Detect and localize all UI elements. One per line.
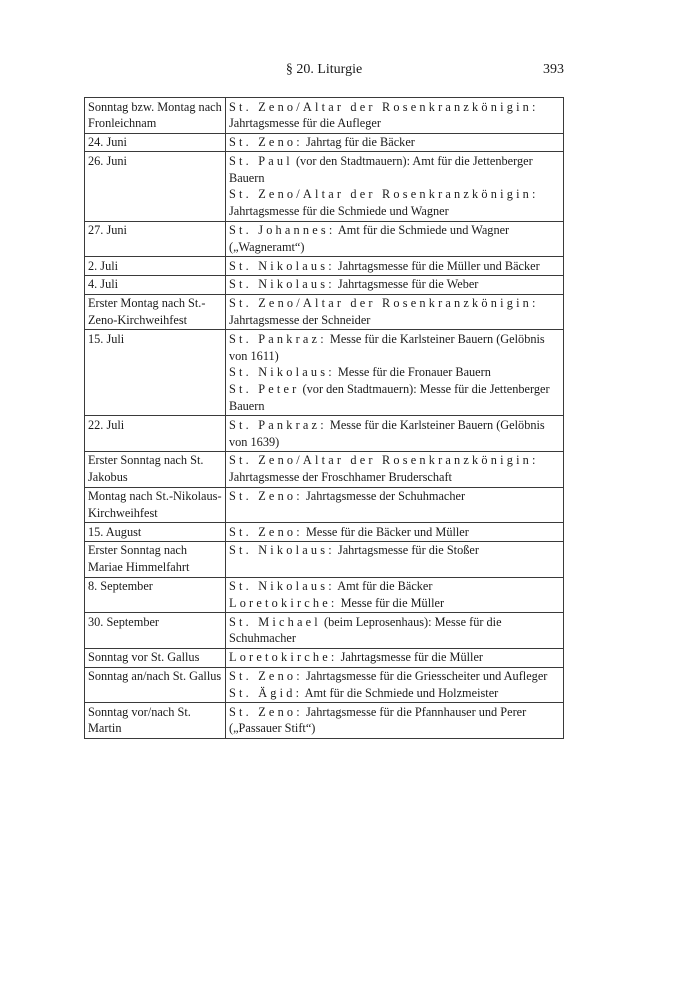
table-row: [85, 98, 564, 134]
entry-text: Jahrtagsmesse der Schneider: [229, 313, 371, 328]
table-row: [85, 523, 564, 542]
entry-line: [229, 595, 560, 612]
entry-line: [229, 524, 560, 541]
table-row: [85, 257, 564, 276]
entry-line: [229, 614, 560, 648]
entry-line: [229, 258, 560, 275]
entry-cell: [226, 667, 564, 703]
table-row: [85, 133, 564, 152]
table-row: [85, 275, 564, 294]
table-row: [85, 703, 564, 739]
entry-text: Jahrtagsmesse für die Griesscheiter und Aufleger: [302, 669, 548, 683]
date-cell: Sonntag bzw. Montag nach Fronleichnam: [85, 98, 226, 134]
entry-cell: [226, 294, 564, 330]
table-row: [85, 613, 564, 649]
entry-cell: [226, 451, 564, 487]
date-cell: 2. Juli: [85, 257, 226, 276]
entry-line: [229, 364, 560, 381]
date-cell: 4. Juli: [85, 275, 226, 294]
date-cell: Erster Montag nach St.-Zeno-Kirchweihfest: [85, 294, 226, 330]
date-cell: 26. Juni: [85, 152, 226, 221]
entry-line: [229, 381, 560, 415]
table-row: [85, 487, 564, 523]
entry-line: [229, 668, 560, 685]
date-cell: Montag nach St.-Nikolaus-Kirchweihfest: [85, 487, 226, 523]
entry-text: Jahrtagsmesse für die Pfannhauser und Perer („Passauer Stift“): [229, 704, 527, 736]
entry-line: [229, 186, 560, 220]
entry-text: (vor den Stadtmauern): Amt für die Jettenberger Bauern: [229, 153, 533, 185]
entry-line: [229, 578, 560, 595]
date-cell: 24. Juni: [85, 133, 226, 152]
entry-text: Amt für die Schmiede und Wagner („Wagneramt“): [229, 223, 510, 254]
liturgy-table: [84, 97, 564, 739]
table-row: [85, 221, 564, 257]
date-cell: Sonntag an/nach St. Gallus: [85, 667, 226, 703]
date-cell: 30. September: [85, 613, 226, 649]
entry-text: Jahrtagsmesse für die Müller und Bäcker: [334, 258, 540, 273]
date-cell: 27. Juni: [85, 221, 226, 257]
church-name: St. Zeno:: [229, 669, 303, 683]
entry-line: [229, 99, 560, 133]
date-cell: 15. August: [85, 523, 226, 542]
entry-cell: [226, 541, 564, 577]
date-cell: 15. Juli: [85, 330, 226, 416]
date-cell: Sonntag vor St. Gallus: [85, 648, 226, 667]
running-title: § 20. Liturgie: [285, 62, 363, 77]
entry-cell: [226, 330, 564, 416]
page-number: 393: [543, 62, 564, 77]
entry-line: [229, 276, 560, 293]
entry-cell: [226, 703, 564, 739]
church-name: St. Nikolaus:: [229, 543, 335, 558]
entry-line: [229, 452, 560, 486]
entry-text: Jahrtagsmesse der Schuhmacher: [302, 489, 466, 504]
date-cell: Sonntag vor/nach St. Martin: [85, 703, 226, 739]
church-name: St. Zeno/Altar der Rosenkranzkönigin:: [229, 296, 539, 311]
entry-text: Messe für die Fronauer Bauern: [334, 365, 491, 380]
church-name: Loretokirche:: [229, 595, 338, 610]
church-name: St. Nikolaus:: [229, 365, 335, 380]
church-name: St. Zeno:: [229, 524, 303, 539]
entry-line: [229, 685, 560, 702]
date-cell: 8. September: [85, 577, 226, 613]
table-row: [85, 541, 564, 577]
entry-cell: [226, 648, 564, 667]
table-row: [85, 577, 564, 613]
church-name: St. Nikolaus:: [229, 258, 335, 273]
entry-text: Jahrtagsmesse für die Weber: [334, 277, 479, 292]
church-name: St. Nikolaus:: [229, 277, 335, 292]
table-row: [85, 667, 564, 703]
entry-text: Amt für die Schmiede und Holzmeister: [302, 685, 499, 700]
entry-text: (beim Leprosenhaus): Messe für die Schuhmacher: [229, 614, 502, 646]
table-row: [85, 152, 564, 221]
entry-text: Jahrtagsmesse für die Aufleger: [229, 116, 381, 131]
entry-cell: [226, 275, 564, 294]
entry-line: [229, 295, 560, 329]
church-name: St. Pankraz:: [229, 417, 327, 432]
entry-cell: [226, 613, 564, 649]
entry-line: [229, 153, 560, 187]
entry-line: [229, 649, 560, 666]
entry-line: [229, 417, 560, 451]
church-name: St. Zeno/Altar der Rosenkranzkönigin:: [229, 453, 539, 468]
entry-cell: [226, 416, 564, 452]
liturgy-table-body: [85, 98, 564, 739]
church-name: St. Nikolaus:: [229, 579, 335, 594]
entry-text: Jahrtagsmesse für die Müller: [337, 650, 484, 665]
entry-text: Jahrtagsmesse für die Schmiede und Wagner: [229, 204, 449, 219]
entry-text: Messe für die Bäcker und Müller: [302, 524, 469, 539]
church-name: St. Peter: [229, 382, 300, 397]
entry-text: Amt für die Bäcker: [334, 579, 433, 594]
entry-text: Jahrtag für die Bäcker: [302, 135, 415, 150]
church-name: St. Ägid:: [229, 685, 303, 700]
entry-line: [229, 331, 560, 365]
table-row: [85, 648, 564, 667]
entry-cell: [226, 577, 564, 613]
entry-text: Jahrtagsmesse für die Stoßer: [334, 543, 479, 558]
entry-cell: [226, 221, 564, 257]
entry-line: [229, 542, 560, 559]
page-header: [84, 62, 564, 82]
entry-text: (vor den Stadtmauern): Messe für die Jettenberger Bauern: [229, 382, 550, 414]
table-row: [85, 294, 564, 330]
entry-line: [229, 488, 560, 505]
church-name: St. Johannes:: [229, 223, 336, 238]
entry-cell: [226, 487, 564, 523]
entry-line: [229, 134, 560, 151]
church-name: St. Paul: [229, 153, 293, 168]
entry-text: Jahrtagsmesse der Froschhamer Bruderschaft: [229, 470, 452, 485]
church-name: St. Michael: [229, 614, 321, 629]
church-name: St. Zeno:: [229, 135, 303, 150]
church-name: St. Pankraz:: [229, 331, 327, 346]
entry-cell: [226, 152, 564, 221]
table-row: [85, 416, 564, 452]
church-name: St. Zeno/Altar der Rosenkranzkönigin:: [229, 99, 539, 114]
entry-line: [229, 704, 560, 738]
entry-text: Messe für die Karlsteiner Bauern (Gelöbnis von 1611): [229, 331, 545, 363]
entry-line: [229, 222, 560, 256]
entry-cell: [226, 523, 564, 542]
table-row: [85, 451, 564, 487]
church-name: St. Zeno:: [229, 704, 303, 719]
date-cell: Erster Sonntag nach Mariae Himmelfahrt: [85, 541, 226, 577]
entry-cell: [226, 98, 564, 134]
table-row: [85, 330, 564, 416]
date-cell: 22. Juli: [85, 416, 226, 452]
entry-text: Messe für die Karlsteiner Bauern (Gelöbnis von 1639): [229, 417, 545, 449]
church-name: Loretokirche:: [229, 650, 338, 665]
entry-cell: [226, 257, 564, 276]
church-name: St. Zeno:: [229, 489, 303, 504]
date-cell: Erster Sonntag nach St. Jakobus: [85, 451, 226, 487]
entry-cell: [226, 133, 564, 152]
church-name: St. Zeno/Altar der Rosenkranzkönigin:: [229, 187, 539, 202]
entry-text: Messe für die Müller: [337, 595, 445, 610]
